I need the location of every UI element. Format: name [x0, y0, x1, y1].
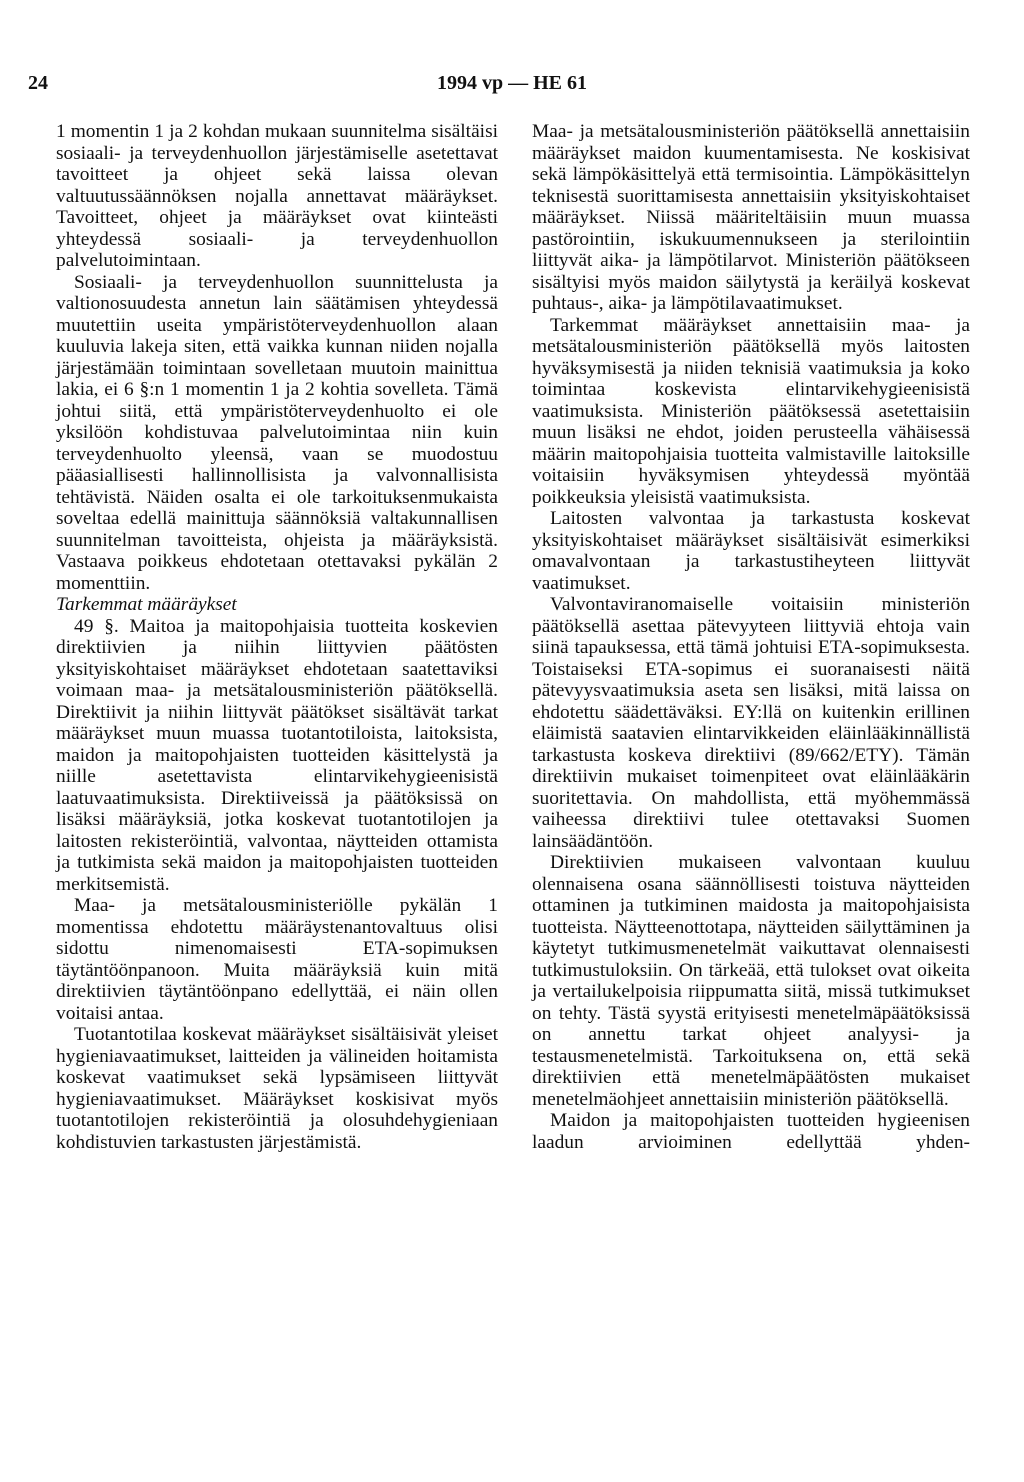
paragraph: Valvontaviranomaiselle voitaisiin ministeriön päätöksellä asettaa pätevyyteen liittyviä ehtoja vain siinä tapauksessa, että tämä johtuisi ETA-sopimuksesta. Toistaiseksi ETA-sopimus ei suoranaisesti näitä pätevyysvaatimuksia aseta sen lisäksi, mitä laissa on ehdotettu säädettäväksi. EY:llä on kuitenkin erillinen eläimistä saatavien elintarvikkeiden eläinlääkinnällistä tarkastusta koskeva direktiivi (89/662/ETY). Tämän direktiivin mukaiset toimenpiteet ovat eläinlääkärin suoritettavia. On mahdollista, että myöhemmässä vaiheessa direktiivi tulee otettavaksi Suomen lainsäädäntöön. — [532, 594, 970, 852]
paragraph: 1 momentin 1 ja 2 kohdan mukaan suunnitelma sisältäisi sosiaali- ja terveydenhuollon järjestämiselle asetettavat tavoitteet ja ohjeet sekä laissa olevan valtuutussäännöksen nojalla annettavat määräykset. Tavoitteet, ohjeet ja määräykset ovat kiinteästi yhteydessä sosiaali- ja terveydenhuollon palvelutoimintaan. — [56, 121, 498, 271]
paragraph: Direktiivien mukaiseen valvontaan kuuluu olennaisena osana säännöllisesti toistuva näytteiden ottaminen ja tutkiminen maidosta ja maitopohjaisista tuotteista. Näytteenottotapa, näytteiden säilyttäminen ja käytetyt tutkimusmenetelmät vaikuttavat olennaisesti tutkimustuloksiin. On tärkeää, että tulokset ovat oikeita ja vertailukelpoisia riippumatta siitä, missä tutkimukset on tehty. Tästä syystä erityisesti menetelmäpäätöksissä on annettu tarkat ohjeet analyysi- ja testausmenetelmistä. Tarkoituksena on, että sekä direktiivien että menetelmäpäätösten mukaiset menetelmäohjeet annettaisiin ministeriön päätöksellä. — [532, 852, 970, 1110]
paragraph: Tuotantotilaa koskevat määräykset sisältäisivät yleiset hygieniavaatimukset, laitteiden ja välineiden hoitamista koskevat vaatimukset sekä lypsämiseen liittyvät hygieniavaatimukset. Määräykset koskisivat myös tuotantotilojen rekisteröintiä ja olosuhdehygieniaan kohdistuvien tarkastusten järjestämistä. — [56, 1024, 498, 1153]
page-number: 24 — [28, 72, 48, 94]
paragraph: Maa- ja metsätalousministeriön päätöksellä annettaisiin määräykset maidon kuumentamisesta. Ne koskisivat sekä lämpökäsittelyä että termisointia. Lämpökäsittelyn teknisestä suorittamisesta annettaisiin yksityiskohtaiset määräykset. Niissä määriteltäisiin muun muassa pastörointiin, iskukuumennukseen ja sterilointiin liittyvät aika- ja lämpötilarvot. Ministeriön päätökseen sisältyisi myös maidon säilytystä ja keräilyä koskevat puhtaus-, aika- ja lämpötilavaatimukset. — [532, 121, 970, 314]
paragraph: Maidon ja maitopohjaisten tuotteiden hygieenisen laadun arvioiminen edellyttää yhden- — [532, 1110, 970, 1153]
running-head: 1994 vp — HE 61 — [436, 72, 588, 94]
paragraph: Tarkemmat määräykset annettaisiin maa- ja metsätalousministeriön päätöksellä myös laitosten hyväksymisestä ja niiden teknisiä vaatimuksia ja koko toimintaa koskevista elintarvikehygieenisistä vaatimuksista. Ministeriön päätöksessä asetettaisiin muun lisäksi ne ehdot, joiden perusteella vähäisessä määrin maitopohjaisia tuotteita valmistaville laitoksille voitaisiin hyväksymisen yhteydessä myöntää poikkeuksia yleisistä vaatimuksista. — [532, 314, 970, 508]
paragraph: Sosiaali- ja terveydenhuollon suunnittelusta ja valtionosuudesta annetun lain säätämisen yhteydessä muutettiin useita ympäristöterveydenhuollon alaan kuuluvia lakeja siten, että vaikka kunnan niiden nojalla järjestämään toimintaan sovelletaan muutoin mainittua lakia, ei 6 §:n 1 momentin 1 ja 2 kohtia sovelleta. Tämä johtui siitä, että ympäristöterveydenhuolto ei ole yksilöön kohdistuvaa palvelutoimintaa niin kuin terveydenhuolto yleensä, vaan se muodostuu pääasiallisesti hallinnollisista ja valvonnallisista tehtävistä. Näiden osalta ei ole tarkoituksenmukaista soveltaa edellä mainittuja säännöksiä valtakunnallisen suunnitelman tavoitteista, ohjeista ja määräyksistä. Vastaava poikkeus ehdotetaan otettavaksi pykälän 2 momenttiin. — [56, 271, 498, 594]
section-heading: Tarkemmat määräykset — [56, 594, 237, 615]
right-column — [532, 121, 970, 1153]
paragraph: Laitosten valvontaa ja tarkastusta koskevat yksityiskohtaiset määräykset sisältäisivät esimerkiksi omavalvontaan ja tarkastustiheyteen liittyvät vaatimukset. — [532, 508, 970, 594]
left-column — [56, 121, 498, 1153]
paragraph: Maa- ja metsätalousministeriölle pykälän 1 momentissa ehdotettu määräystenantovaltuus olisi sidottu nimenomaisesti ETA-sopimuksen täytäntöönpanoon. Muita määräyksiä kuin mitä direktiivien täytäntöönpano edellyttää, ei näin ollen voitaisi antaa. — [56, 895, 498, 1024]
page-header — [0, 72, 1024, 102]
paragraph: 49 §. Maitoa ja maitopohjaisia tuotteita koskevien direktiivien ja niihin liittyvien päätösten yksityiskohtaiset määräykset ehdotetaan saatettaviksi voimaan maa- ja metsätalousministeriön päätöksellä. Direktiivit ja niihin liittyvät päätökset sisältävät tarkat määräykset muun muassa tuotantotiloista, laitoksista, maidon ja maitopohjaisten tuotteiden käsittelystä ja niille asetettavista elintarvikehygieenisistä laatuvaatimuksista. Direktiiveissä ja päätöksissä on lisäksi määräyksiä, jotka koskevat tuotantotilojen ja laitosten rekisteröintiä, valvontaa, näytteiden ottamista ja tutkimista sekä maidon ja maitopohjaisten tuotteiden merkitsemistä. — [56, 615, 498, 895]
